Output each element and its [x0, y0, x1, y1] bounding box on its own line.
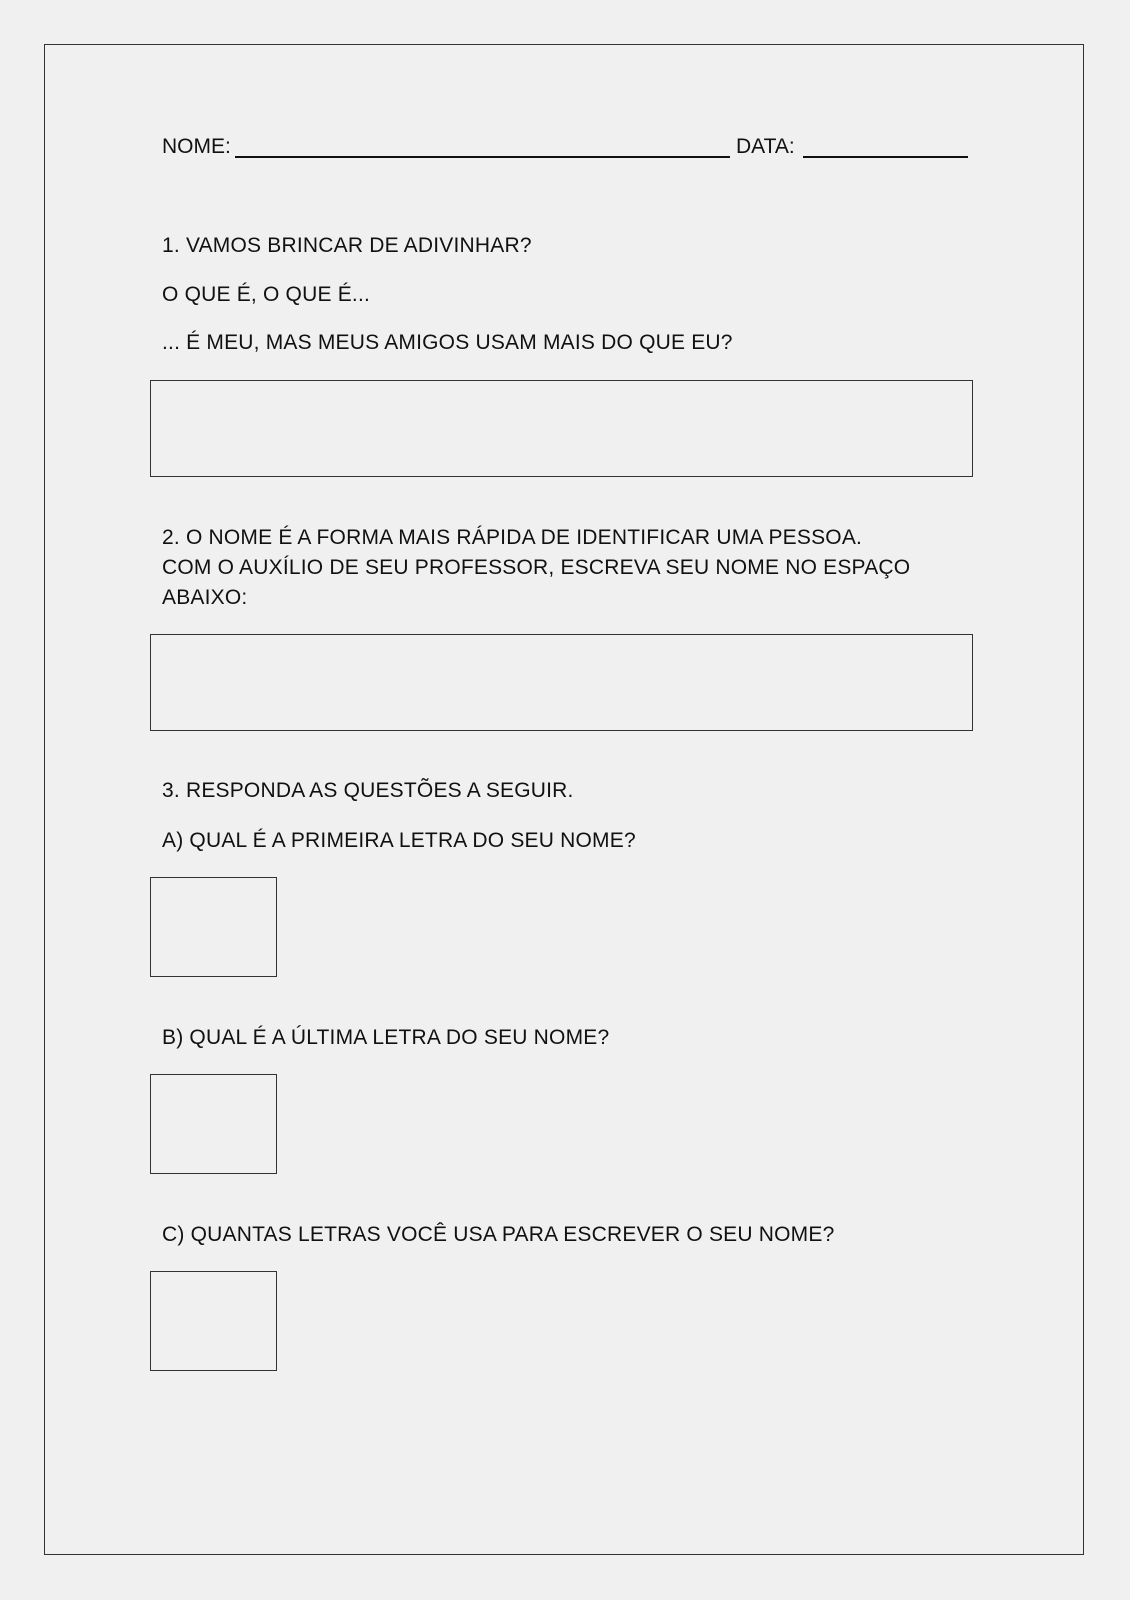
question-3c-text: C) QUANTAS LETRAS VOCÊ USA PARA ESCREVER O SEU NOME?	[162, 1223, 835, 1246]
question-3b-answer-box[interactable]	[150, 1074, 277, 1174]
name-field-line[interactable]	[235, 156, 730, 158]
question-1-answer-box[interactable]	[150, 380, 973, 477]
question-3b-text: B) QUAL É A ÚLTIMA LETRA DO SEU NOME?	[162, 1026, 610, 1049]
question-3-title: 3. RESPONDA AS QUESTÕES A SEGUIR.	[162, 779, 574, 802]
question-2-line-1: 2. O NOME É A FORMA MAIS RÁPIDA DE IDENTIFICAR UMA PESSOA.	[162, 526, 863, 549]
question-1-title: 1. VAMOS BRINCAR DE ADIVINHAR?	[162, 234, 532, 257]
question-2-answer-box[interactable]	[150, 634, 973, 731]
question-1-riddle-intro: O QUE É, O QUE É...	[162, 283, 371, 306]
question-2-line-2: COM O AUXÍLIO DE SEU PROFESSOR, ESCREVA SEU NOME NO ESPAÇO	[162, 556, 911, 579]
date-field-line[interactable]	[803, 156, 968, 158]
question-3c-answer-box[interactable]	[150, 1271, 277, 1371]
date-label: DATA:	[736, 135, 795, 158]
question-1-riddle: ... É MEU, MAS MEUS AMIGOS USAM MAIS DO QUE EU?	[162, 331, 733, 354]
header-row	[162, 132, 968, 164]
question-3a-answer-box[interactable]	[150, 877, 277, 977]
question-2-line-3: ABAIXO:	[162, 586, 248, 609]
name-label: NOME:	[162, 135, 231, 158]
question-3a-text: A) QUAL É A PRIMEIRA LETRA DO SEU NOME?	[162, 829, 636, 852]
